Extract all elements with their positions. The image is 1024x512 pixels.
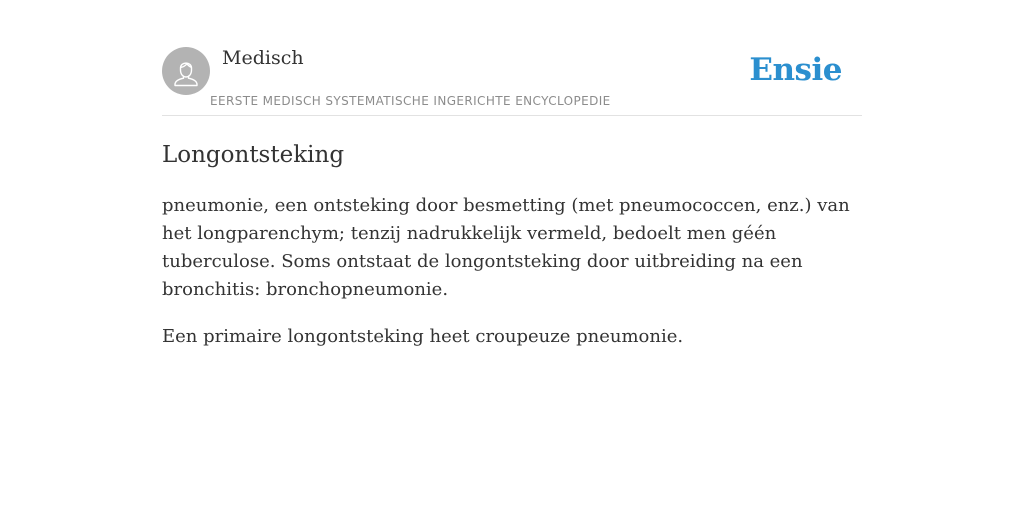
site-subtitle: EERSTE MEDISCH SYSTEMATISCHE INGERICHTE ENCYCLOPEDIE [210, 94, 611, 108]
entry-paragraph: pneumonie, een ontsteking door besmetting (met pneumococcen, enz.) van het longparenchym; tenzij nadrukkelijk vermeld, bedoelt men géén tuberculose. Soms ontstaat de longontsteking door uitbreiding na een bronchitis: bronchopneumonie. [162, 195, 850, 300]
avatar[interactable] [162, 47, 210, 95]
entry-title: Longontsteking [162, 142, 345, 168]
user-icon [162, 47, 210, 95]
entry-body [162, 192, 862, 370]
brand-logo[interactable]: Ensie [749, 52, 842, 88]
page-header [162, 0, 862, 116]
entry-paragraph: Een primaire longontsteking heet croupeuze pneumonie. [162, 326, 684, 347]
page-container [162, 0, 862, 512]
site-name-link[interactable]: Medisch [222, 47, 304, 69]
